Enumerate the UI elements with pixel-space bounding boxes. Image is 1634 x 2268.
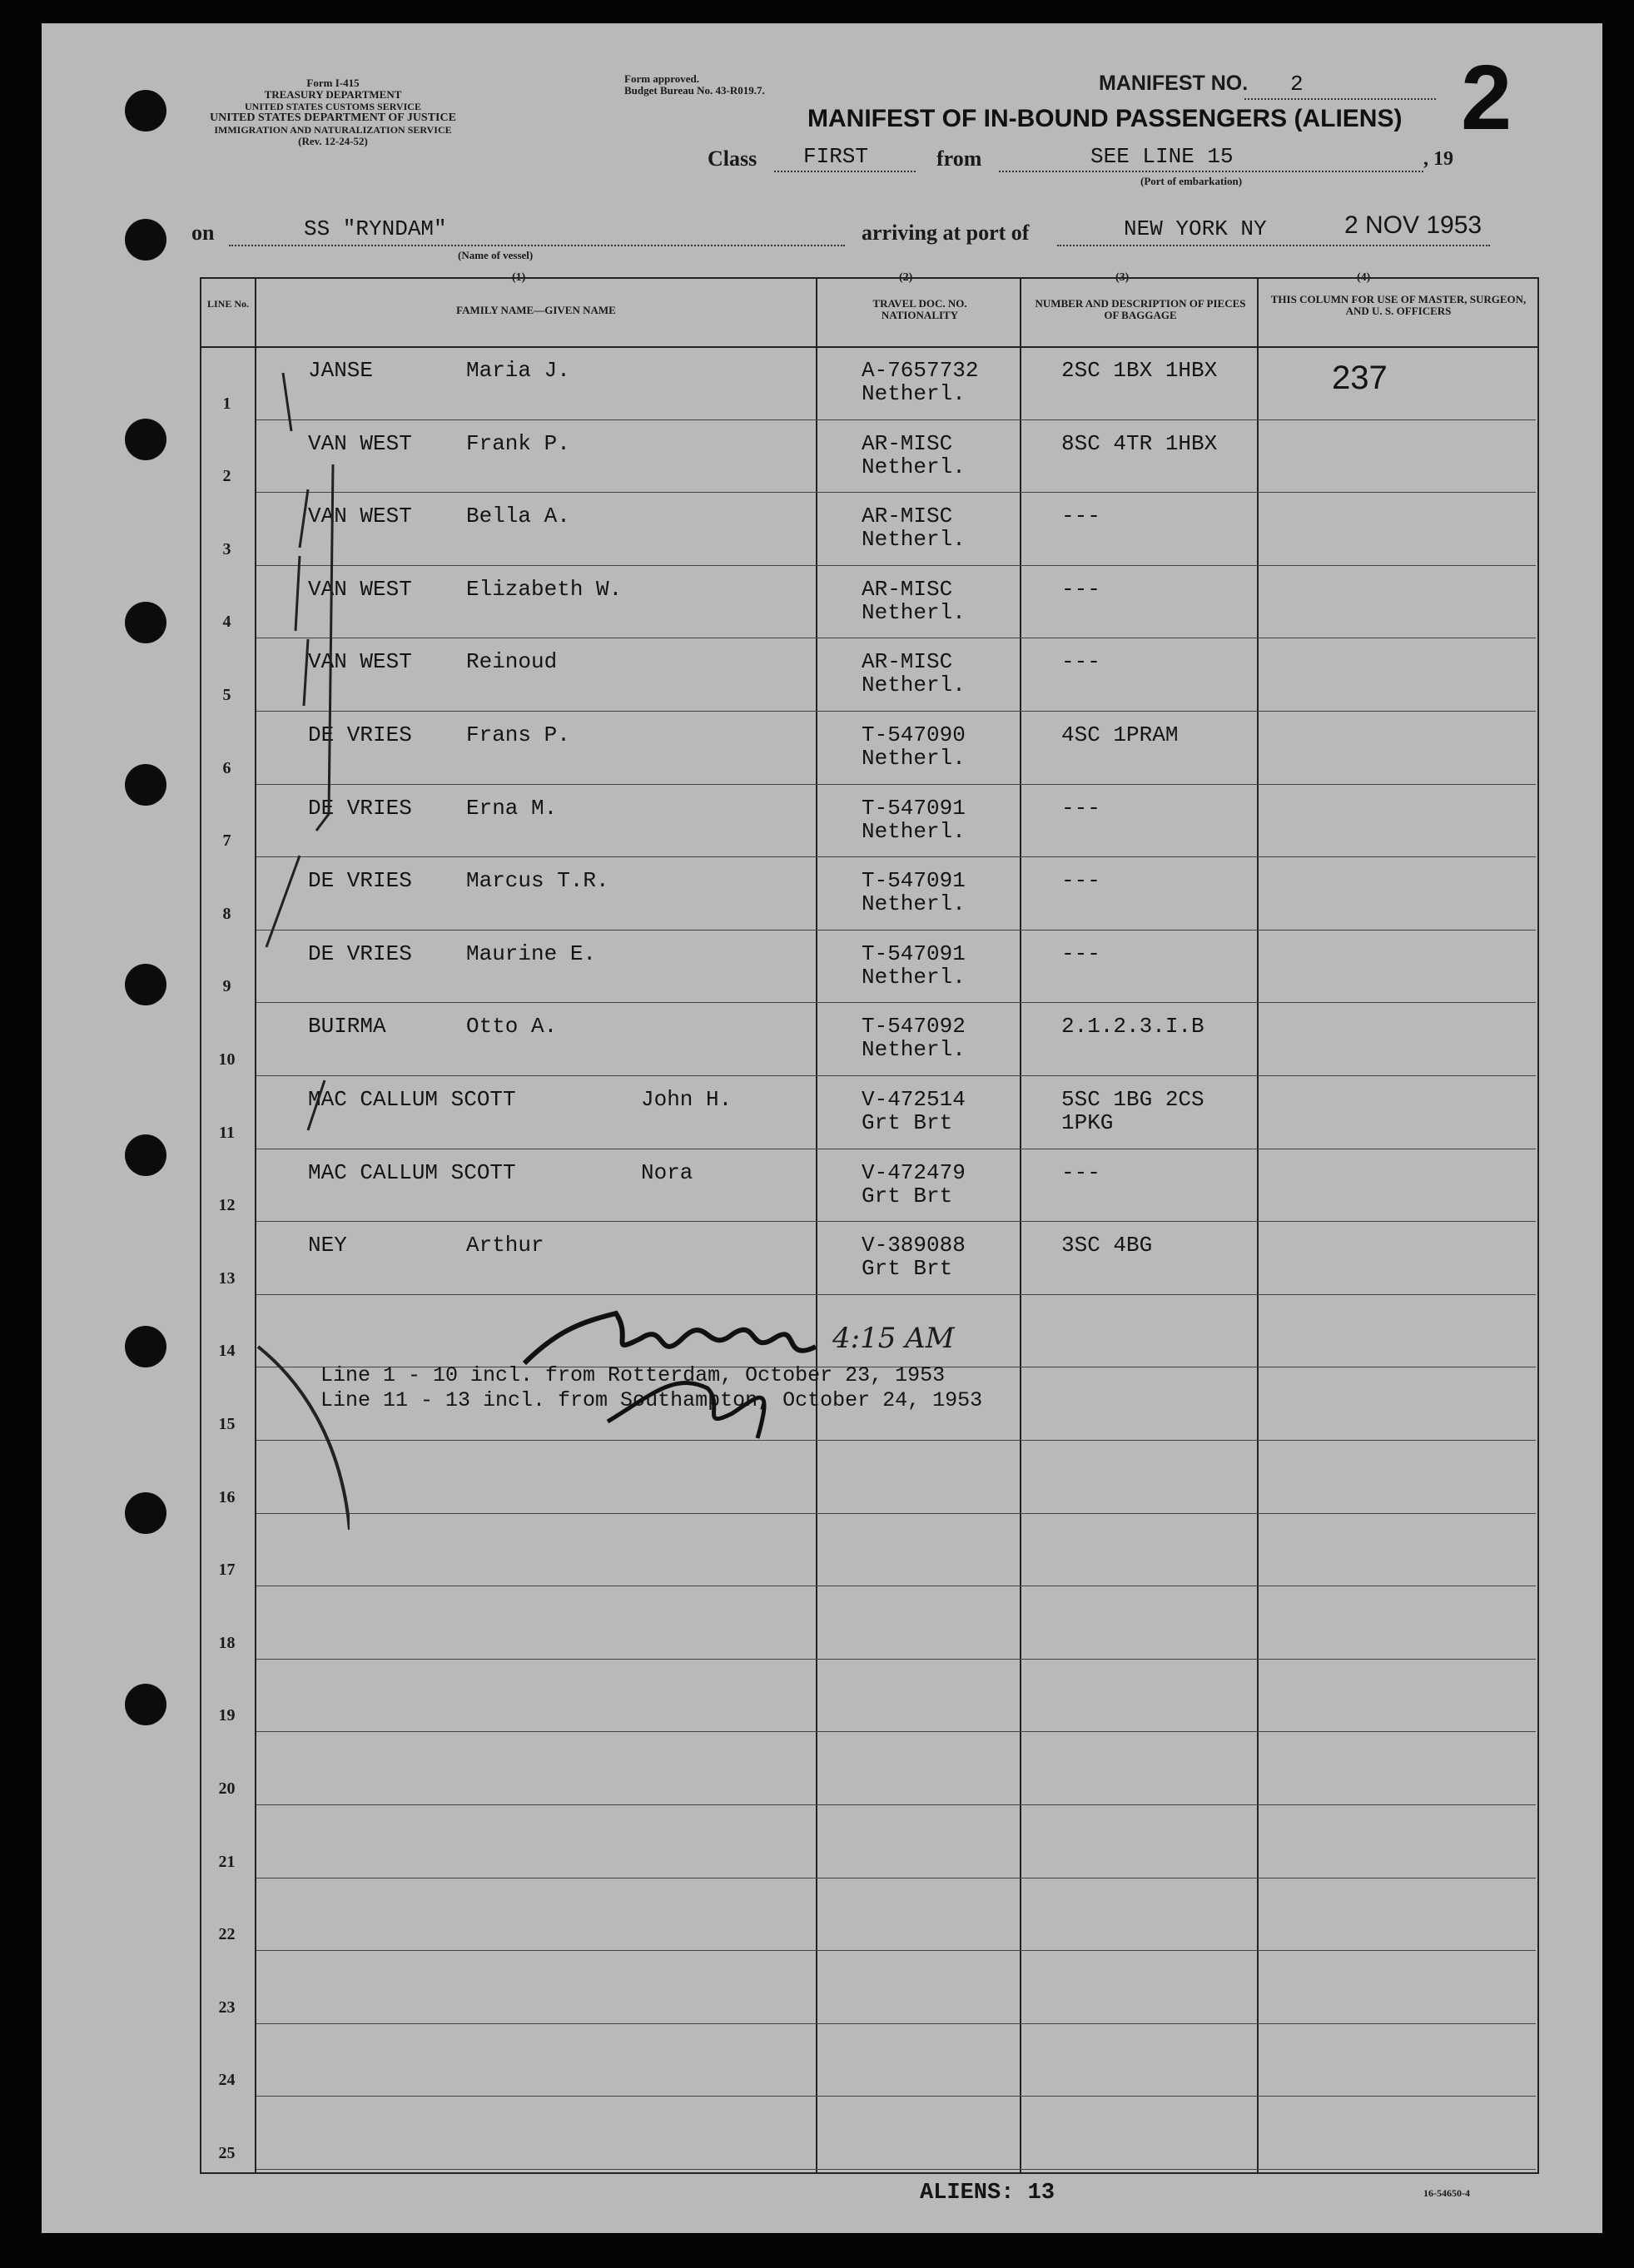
manifest-title: MANIFEST OF IN-BOUND PASSENGERS (ALIENS) xyxy=(807,105,1403,132)
line-number: 4 xyxy=(222,613,231,632)
row-rule xyxy=(256,930,1536,931)
nationality: Netherl. xyxy=(862,454,966,479)
nationality: Netherl. xyxy=(862,818,966,844)
line-number: 12 xyxy=(218,1196,236,1215)
manifest-page xyxy=(42,23,1602,2233)
family-name: VAN WEST xyxy=(308,576,412,602)
given-name: Maurine E. xyxy=(466,940,597,966)
baggage: 2SC 1BX 1HBX xyxy=(1061,358,1218,383)
row-rule xyxy=(256,1804,1536,1805)
class-value: FIRST xyxy=(803,144,869,169)
row-rule xyxy=(256,2023,1536,2024)
binder-hole xyxy=(125,602,166,643)
binder-hole xyxy=(125,90,166,132)
inspector-signature xyxy=(508,1288,974,1455)
family-name: DE VRIES xyxy=(308,868,412,894)
col-divider xyxy=(1020,277,1021,2172)
nationality: Grt Brt xyxy=(862,1110,953,1135)
aliens-total: ALIENS: 13 xyxy=(920,2181,1055,2206)
baggage: 2.1.2.3.I.B xyxy=(1061,1014,1204,1040)
given-name: Elizabeth W. xyxy=(466,576,623,602)
manifest-number: 2 xyxy=(1290,72,1304,97)
row-rule xyxy=(256,1513,1536,1514)
travel-doc-no: AR-MISC xyxy=(862,430,953,456)
class-field xyxy=(774,144,916,172)
on-label: on xyxy=(191,221,215,245)
row-rule xyxy=(256,784,1536,785)
nationality: Netherl. xyxy=(862,599,966,625)
row-rule xyxy=(256,2096,1536,2097)
port-of-arrival: NEW YORK NY xyxy=(1124,216,1267,241)
travel-doc-no: V-472479 xyxy=(862,1159,966,1185)
family-name: DE VRIES xyxy=(308,795,412,821)
row-rule xyxy=(256,1075,1536,1076)
row-rule xyxy=(256,419,1536,420)
line-number: 16 xyxy=(218,1487,236,1506)
nationality: Netherl. xyxy=(862,891,966,917)
baggage: 3SC 4BG xyxy=(1061,1233,1153,1258)
nationality: Netherl. xyxy=(862,527,966,553)
manifest-number-line xyxy=(1244,72,1436,100)
binder-hole xyxy=(125,1134,166,1176)
travel-doc-no: T-547091 xyxy=(862,940,966,966)
baggage: --- xyxy=(1061,649,1100,675)
line-number: 21 xyxy=(218,1852,236,1871)
baggage: --- xyxy=(1061,940,1100,966)
binder-hole xyxy=(125,964,166,1005)
baggage-cont: 1PKG xyxy=(1061,1110,1114,1135)
line-number: 25 xyxy=(218,2144,236,2162)
nationality: Netherl. xyxy=(862,672,966,698)
baggage: 4SC 1PRAM xyxy=(1061,722,1179,747)
row-rule xyxy=(256,492,1536,493)
line-number: 9 xyxy=(222,977,231,996)
travel-doc-no: AR-MISC xyxy=(862,504,953,529)
row-rule xyxy=(256,2169,1536,2170)
travel-doc-no: A-7657732 xyxy=(862,358,979,383)
family-name: MAC CALLUM SCOTT xyxy=(308,1087,516,1112)
line-number: 2 xyxy=(222,467,231,486)
nationality: Netherl. xyxy=(862,1037,966,1063)
line-number: 6 xyxy=(222,758,231,777)
baggage: 5SC 1BG 2CS xyxy=(1061,1087,1204,1112)
given-name: Reinoud xyxy=(466,649,558,675)
nationality: Grt Brt xyxy=(862,1183,953,1208)
travel-doc-no: T-547091 xyxy=(862,868,966,894)
approval-block xyxy=(624,73,765,97)
baggage: 8SC 4TR 1HBX xyxy=(1061,430,1218,456)
binder-hole xyxy=(125,219,166,261)
col-divider xyxy=(816,277,817,2172)
form-id-block xyxy=(175,77,491,147)
family-name: DE VRIES xyxy=(308,722,412,747)
manifest-label: MANIFEST NO. xyxy=(1099,72,1249,95)
nationality: Grt Brt xyxy=(862,1256,953,1282)
line-number: 13 xyxy=(218,1268,236,1288)
given-name: Arthur xyxy=(466,1233,544,1258)
arrival-date-stamp: 2 NOV 1953 xyxy=(1344,211,1483,239)
line-number: 1 xyxy=(222,394,231,413)
port-field xyxy=(1057,211,1490,246)
family-name: VAN WEST xyxy=(308,504,412,529)
baggage: --- xyxy=(1061,795,1100,821)
given-name: John H. xyxy=(641,1087,733,1112)
binder-hole xyxy=(125,419,166,460)
nationality: Netherl. xyxy=(862,381,966,406)
customs-service: UNITED STATES CUSTOMS SERVICE xyxy=(245,101,421,112)
nationality: Netherl. xyxy=(862,746,966,771)
manifest-table xyxy=(200,277,1539,2174)
family-name: NEY xyxy=(308,1233,347,1258)
note-rotterdam: Line 1 - 10 incl. from Rotterdam, October 23, 1953 xyxy=(320,1363,946,1387)
line-number: 11 xyxy=(219,1123,235,1142)
from-label: from xyxy=(936,146,982,171)
check-marks xyxy=(250,365,350,1530)
given-name: Frank P. xyxy=(466,430,570,456)
travel-doc-no: AR-MISC xyxy=(862,576,953,602)
baggage: --- xyxy=(1061,1159,1100,1185)
family-name: MAC CALLUM SCOTT xyxy=(308,1159,516,1185)
vessel-name: SS "RYNDAM" xyxy=(304,216,447,241)
col-divider xyxy=(1257,277,1259,2172)
col-num-2: (2) xyxy=(899,271,913,284)
row-rule xyxy=(256,856,1536,857)
budget-number: Budget Bureau No. 43-R019.7. xyxy=(624,84,765,97)
line-number: 24 xyxy=(218,2071,236,2090)
travel-doc-no: V-389088 xyxy=(862,1233,966,1258)
given-name: Frans P. xyxy=(466,722,570,747)
binder-hole xyxy=(125,1492,166,1534)
row-rule xyxy=(256,1950,1536,1951)
col-num-4: (4) xyxy=(1357,271,1371,284)
travel-doc-no: T-547092 xyxy=(862,1014,966,1040)
baggage: --- xyxy=(1061,504,1100,529)
justice-dept: UNITED STATES DEPARTMENT OF JUSTICE xyxy=(210,112,456,124)
col-num-1: (1) xyxy=(512,271,526,284)
header-name: FAMILY NAME—GIVEN NAME xyxy=(456,304,616,316)
port-embark-caption: (Port of embarkation) xyxy=(1140,175,1243,187)
form-number: Form I-415 xyxy=(306,77,360,89)
line-number: 7 xyxy=(222,831,231,851)
baggage: --- xyxy=(1061,868,1100,894)
line-number: 3 xyxy=(222,539,231,558)
from-value: SEE LINE 15 xyxy=(1090,144,1234,169)
note-southampton: Line 11 - 13 incl. from Southampton, October 24, 1953 xyxy=(320,1388,983,1412)
given-name: Nora xyxy=(641,1159,693,1185)
travel-doc-no: AR-MISC xyxy=(862,649,953,675)
row-rule xyxy=(256,1002,1536,1003)
revision: (Rev. 12-24-52) xyxy=(298,135,368,147)
line-number: 18 xyxy=(218,1633,236,1652)
nationality: Netherl. xyxy=(862,964,966,990)
header-divider xyxy=(200,346,1537,348)
vessel-field xyxy=(229,216,845,246)
line-number: 20 xyxy=(218,1779,236,1798)
binder-hole xyxy=(125,764,166,806)
line-number: 8 xyxy=(222,904,231,923)
family-name: DE VRIES xyxy=(308,940,412,966)
travel-doc-no: T-547090 xyxy=(862,722,966,747)
family-name: VAN WEST xyxy=(308,649,412,675)
class-label: Class xyxy=(708,146,757,171)
treasury-dept: TREASURY DEPARTMENT xyxy=(264,88,402,101)
page-mark: 2 xyxy=(1461,47,1512,149)
travel-doc-no: V-472514 xyxy=(862,1087,966,1112)
header-line-no: LINE No. xyxy=(206,298,249,310)
line-number: 5 xyxy=(222,686,231,704)
footer-code: 16-54650-4 xyxy=(1423,2187,1470,2199)
row-rule xyxy=(256,1731,1536,1732)
binder-hole xyxy=(125,1326,166,1367)
line-number: 17 xyxy=(218,1561,236,1580)
col-num-3: (3) xyxy=(1115,271,1130,284)
given-name: Marcus T.R. xyxy=(466,868,609,894)
ins-service: IMMIGRATION AND NATURALIZATION SERVICE xyxy=(214,124,452,136)
line-number: 10 xyxy=(218,1050,236,1069)
row-rule xyxy=(256,1659,1536,1660)
given-name: Otto A. xyxy=(466,1014,558,1040)
year-prefix: , 19 xyxy=(1423,148,1453,170)
arriving-label: arriving at port of xyxy=(862,221,1030,245)
baggage: --- xyxy=(1061,576,1100,602)
family-name: BUIRMA xyxy=(308,1014,386,1040)
row-rule xyxy=(256,711,1536,712)
row-rule xyxy=(256,565,1536,566)
header-officers: THIS COLUMN FOR USE OF MASTER, SURGEON, AND U. S. OFFICERS xyxy=(1270,293,1527,317)
travel-doc-no: T-547091 xyxy=(862,795,966,821)
vessel-caption: (Name of vessel) xyxy=(458,249,534,261)
given-name: Bella A. xyxy=(466,504,570,529)
header-baggage: NUMBER AND DESCRIPTION OF PIECES OF BAGGAGE xyxy=(1035,297,1246,321)
line-number: 19 xyxy=(218,1706,236,1725)
line-number: 14 xyxy=(218,1342,236,1361)
binder-hole xyxy=(125,1684,166,1725)
from-field xyxy=(999,144,1423,172)
row-rule xyxy=(256,1221,1536,1222)
form-approved: Form approved. xyxy=(624,72,700,85)
family-name: JANSE xyxy=(308,358,374,383)
line-number: 22 xyxy=(218,1925,236,1944)
given-name: Maria J. xyxy=(466,358,570,383)
line-number: 15 xyxy=(218,1415,236,1433)
header-travel-doc: TRAVEL DOC. NO. NATIONALITY xyxy=(872,297,967,321)
official-count: 237 xyxy=(1332,360,1388,396)
handwritten-time: 4:15 AM xyxy=(832,1322,955,1355)
family-name: VAN WEST xyxy=(308,430,412,456)
given-name: Erna M. xyxy=(466,795,558,821)
line-number: 23 xyxy=(218,1998,236,2017)
